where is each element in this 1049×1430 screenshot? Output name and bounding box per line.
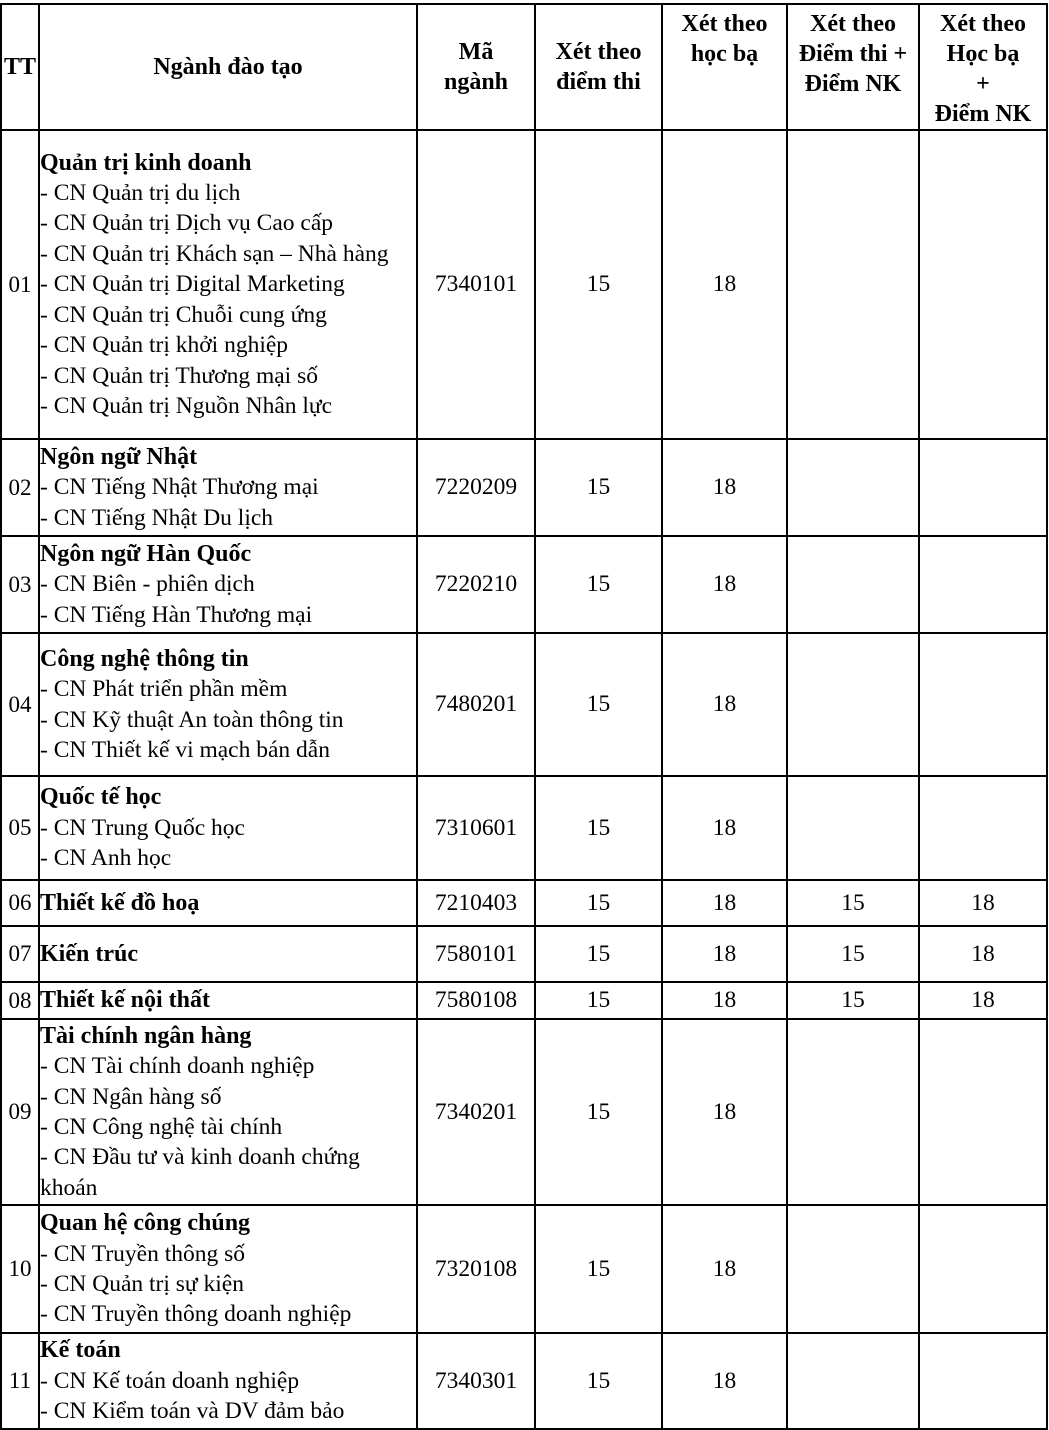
table-row <box>1 536 1047 633</box>
score-exam: 15 <box>535 926 662 982</box>
major-cell <box>39 926 417 982</box>
row-number: 08 <box>1 982 39 1019</box>
header-transcript-nk-line: Học bạ <box>946 41 1020 67</box>
major-cell <box>39 536 417 633</box>
specialization-item: - CN Truyền thông số <box>40 1240 246 1267</box>
row-number: 09 <box>1 1019 39 1205</box>
row-number: 02 <box>1 439 39 536</box>
score-exam: 15 <box>535 880 662 926</box>
specialization-item: - CN Quản trị Dịch vụ Cao cấp <box>40 210 334 237</box>
major-cell <box>39 1333 417 1429</box>
specialization-item: - CN Quản trị Digital Marketing <box>40 271 345 298</box>
major-code: 7210403 <box>417 880 535 926</box>
header-code-line: Mã <box>458 39 494 65</box>
score-transcript-nk <box>919 633 1047 776</box>
score-exam-nk <box>787 536 919 633</box>
header-transcript <box>662 4 787 130</box>
specialization-item: - CN Ngân hàng số <box>40 1083 222 1110</box>
score-transcript-nk <box>919 1019 1047 1205</box>
score-exam: 15 <box>535 1019 662 1205</box>
score-transcript-nk: 18 <box>919 982 1047 1019</box>
score-exam-nk <box>787 130 919 439</box>
major-name: Quan hệ công chúng <box>40 1210 251 1237</box>
major-name: Quản trị kinh doanh <box>40 149 252 176</box>
specialization-item: - CN Công nghệ tài chính <box>40 1114 283 1140</box>
admission-score-table <box>0 3 1048 1430</box>
major-code: 7580108 <box>417 982 535 1019</box>
table-row <box>1 926 1047 982</box>
major-cell <box>39 1019 417 1205</box>
specialization-item: - CN Tài chính doanh nghiệp <box>40 1053 315 1080</box>
major-code: 7480201 <box>417 633 535 776</box>
score-transcript-nk <box>919 776 1047 880</box>
specialization-item: - CN Truyền thông doanh nghiệp <box>40 1301 352 1328</box>
header-exam-nk-line: Điểm thi + <box>798 41 908 67</box>
table-row <box>1 633 1047 776</box>
score-exam-nk <box>787 633 919 776</box>
header-exam-nk <box>787 4 919 130</box>
specialization-item: - CN Tiếng Nhật Thương mại <box>40 474 319 501</box>
score-transcript-nk <box>919 1205 1047 1333</box>
specialization-item: - CN Thiết kế vi mạch bán dẫn <box>40 736 330 763</box>
header-tt: TT <box>1 4 39 130</box>
table-header-row <box>1 4 1047 130</box>
table-row <box>1 1205 1047 1333</box>
major-cell <box>39 776 417 880</box>
table-row <box>1 776 1047 880</box>
major-cell <box>39 1205 417 1333</box>
major-code: 7340201 <box>417 1019 535 1205</box>
table-body <box>1 130 1047 1429</box>
score-transcript: 18 <box>662 1019 787 1205</box>
score-transcript: 18 <box>662 1205 787 1333</box>
header-transcript-line: học bạ <box>690 41 759 67</box>
major-cell <box>39 439 417 536</box>
major-code: 7340101 <box>417 130 535 439</box>
score-transcript: 18 <box>662 439 787 536</box>
header-exam-line: điểm thi <box>556 69 641 95</box>
major-cell <box>39 982 417 1019</box>
score-exam-nk: 15 <box>787 880 919 926</box>
header-major: Ngành đào tạo <box>39 4 417 130</box>
specialization-item: - CN Đầu tư và kinh doanh chứng khoán <box>40 1144 360 1201</box>
score-transcript-nk <box>919 536 1047 633</box>
score-transcript: 18 <box>662 926 787 982</box>
specialization-item: - CN Quản trị khởi nghiệp <box>40 332 289 359</box>
row-number: 06 <box>1 880 39 926</box>
table-row <box>1 1019 1047 1205</box>
score-exam: 15 <box>535 439 662 536</box>
major-name: Kế toán <box>40 1337 121 1364</box>
score-exam: 15 <box>535 633 662 776</box>
major-cell <box>39 633 417 776</box>
score-transcript-nk <box>919 439 1047 536</box>
score-exam-nk <box>787 776 919 880</box>
header-exam-line: Xét theo <box>555 39 642 65</box>
header-transcript-nk-line: + <box>976 71 990 97</box>
score-transcript: 18 <box>662 633 787 776</box>
score-transcript: 18 <box>662 982 787 1019</box>
table-row <box>1 439 1047 536</box>
table-row <box>1 130 1047 439</box>
row-number: 11 <box>1 1333 39 1429</box>
row-number: 04 <box>1 633 39 776</box>
score-transcript-nk <box>919 130 1047 439</box>
major-cell <box>39 880 417 926</box>
score-transcript-nk: 18 <box>919 880 1047 926</box>
header-transcript-nk <box>919 4 1047 130</box>
specialization-item: - CN Phát triển phần mềm <box>40 676 288 703</box>
score-exam-nk: 15 <box>787 926 919 982</box>
major-code: 7580101 <box>417 926 535 982</box>
major-name: Thiết kế đồ hoạ <box>40 889 200 916</box>
header-code <box>417 4 535 130</box>
major-code: 7220210 <box>417 536 535 633</box>
score-transcript: 18 <box>662 880 787 926</box>
specialization-item: - CN Tiếng Hàn Thương mại <box>40 601 313 628</box>
major-name: Quốc tế học <box>40 784 162 811</box>
major-name: Ngôn ngữ Nhật <box>40 443 198 470</box>
major-cell <box>39 130 417 439</box>
score-transcript: 18 <box>662 1333 787 1429</box>
table-row <box>1 982 1047 1019</box>
specialization-item: - CN Quản trị Thương mại số <box>40 362 318 389</box>
score-exam: 15 <box>535 982 662 1019</box>
specialization-item: - CN Quản trị Chuỗi cung ứng <box>40 301 327 328</box>
major-code: 7310601 <box>417 776 535 880</box>
score-transcript-nk <box>919 1333 1047 1429</box>
specialization-item: - CN Kế toán doanh nghiệp <box>40 1367 300 1394</box>
row-number: 10 <box>1 1205 39 1333</box>
row-number: 03 <box>1 536 39 633</box>
score-exam-nk <box>787 1019 919 1205</box>
score-exam-nk <box>787 1205 919 1333</box>
header-exam-nk-line: Xét theo <box>810 11 896 37</box>
major-code: 7220209 <box>417 439 535 536</box>
major-name: Tài chính ngân hàng <box>40 1022 252 1049</box>
major-name: Công nghệ thông tin <box>40 645 249 672</box>
specialization-item: - CN Trung Quốc học <box>40 814 245 841</box>
specialization-item: - CN Tiếng Nhật Du lịch <box>40 504 274 531</box>
score-transcript-nk: 18 <box>919 926 1047 982</box>
score-exam-nk <box>787 1333 919 1429</box>
header-exam <box>535 4 662 130</box>
table-row <box>1 880 1047 926</box>
major-name: Kiến trúc <box>40 940 138 967</box>
score-exam: 15 <box>535 1333 662 1429</box>
header-exam-nk-line: Điểm NK <box>804 71 902 97</box>
specialization-item: - CN Quản trị du lịch <box>40 180 241 207</box>
row-number: 05 <box>1 776 39 880</box>
score-transcript: 18 <box>662 776 787 880</box>
major-code: 7340301 <box>417 1333 535 1429</box>
specialization-item: - CN Anh học <box>40 845 172 872</box>
specialization-item: - CN Quản trị Khách sạn – Nhà hàng <box>40 240 389 267</box>
header-transcript-nk-line: Điểm NK <box>934 101 1032 127</box>
row-number: 01 <box>1 130 39 439</box>
header-transcript-nk-line: Xét theo <box>940 11 1026 37</box>
score-exam: 15 <box>535 1205 662 1333</box>
score-exam: 15 <box>535 130 662 439</box>
score-exam: 15 <box>535 776 662 880</box>
major-code: 7320108 <box>417 1205 535 1333</box>
score-transcript: 18 <box>662 130 787 439</box>
specialization-item: - CN Biên - phiên dịch <box>40 571 255 598</box>
header-code-line: ngành <box>443 69 509 95</box>
major-name: Thiết kế nội thất <box>40 987 211 1014</box>
score-transcript: 18 <box>662 536 787 633</box>
score-exam-nk: 15 <box>787 982 919 1019</box>
table-row <box>1 1333 1047 1429</box>
specialization-item: - CN Quản trị sự kiện <box>40 1271 244 1297</box>
header-transcript-line: Xét theo <box>681 11 768 37</box>
score-exam: 15 <box>535 536 662 633</box>
specialization-item: - CN Kỹ thuật An toàn thông tin <box>40 706 344 733</box>
specialization-item: - CN Quản trị Nguồn Nhân lực <box>40 392 333 419</box>
major-name: Ngôn ngữ Hàn Quốc <box>40 540 252 567</box>
row-number: 07 <box>1 926 39 982</box>
score-exam-nk <box>787 439 919 536</box>
specialization-item: - CN Kiểm toán và DV đảm bảo <box>40 1398 345 1425</box>
